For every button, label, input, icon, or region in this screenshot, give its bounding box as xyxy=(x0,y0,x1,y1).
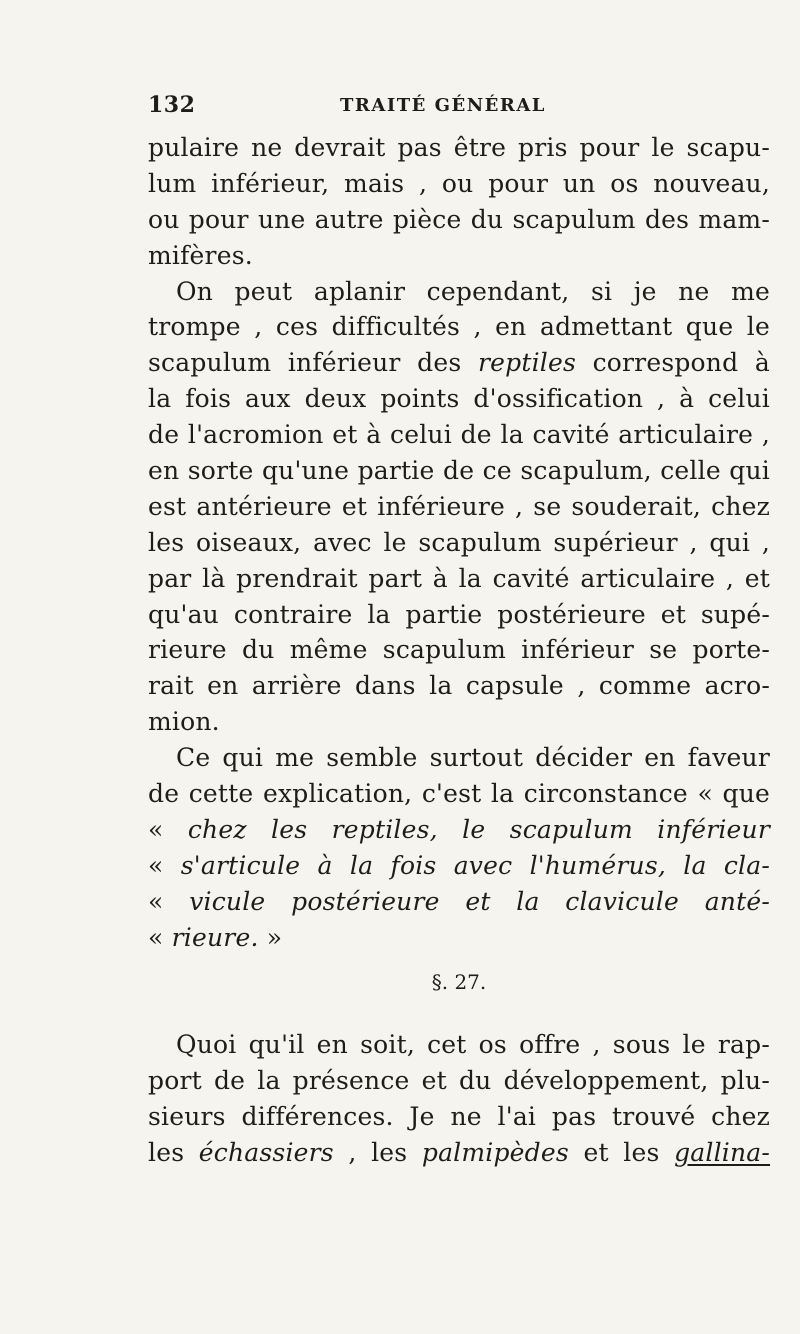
text-line: trompe , ces difficultés , en admettant que le xyxy=(148,312,770,342)
text-line: sieurs différences. Je ne l'ai pas trouvé chez xyxy=(148,1102,770,1132)
text-line: mifères. xyxy=(148,240,253,270)
quoted-text: chez les reptiles, le scapulum inférieur xyxy=(187,814,770,844)
italic-term: échassiers xyxy=(198,1137,334,1167)
text-span: et les xyxy=(568,1137,675,1167)
quote-line xyxy=(148,812,770,848)
quoted-text: s'articule à la fois avec l'humérus, la cla- xyxy=(180,850,770,880)
quoted-text: rieure. xyxy=(171,922,259,952)
text-line: rait en arrière dans la capsule , comme acro- xyxy=(148,671,770,701)
page-number: 132 xyxy=(148,92,196,118)
quote-line xyxy=(148,920,770,956)
text-span: les xyxy=(148,1137,199,1167)
italic-term: palmipèdes xyxy=(421,1137,569,1167)
quote-mark: « xyxy=(148,814,188,844)
text-line: port de la présence et du développement, plu- xyxy=(148,1066,770,1096)
italic-term: gallina- xyxy=(674,1137,771,1167)
text-line xyxy=(148,345,770,381)
quote-mark: « xyxy=(148,850,181,880)
body-text xyxy=(148,130,770,1171)
text-line: lum inférieur, mais , ou pour un os nouveau, xyxy=(148,168,770,198)
text-span: scapulum inférieur des xyxy=(148,348,478,378)
text-line: ou pour une autre pièce du scapulum des mam- xyxy=(148,204,770,234)
quote-mark: » xyxy=(258,922,283,952)
quote-mark: « xyxy=(148,922,172,952)
quote-line xyxy=(148,848,770,884)
page-header xyxy=(148,92,668,122)
text-line: qu'au contraire la partie postérieure et supé- xyxy=(148,599,770,629)
text-line: est antérieure et inférieure , se souderait, chez xyxy=(148,491,770,521)
quote-mark: « xyxy=(148,886,190,916)
text-line: On peut aplanir cependant, si je ne me xyxy=(176,276,770,306)
text-line: mion. xyxy=(148,707,220,737)
running-title: TRAITÉ GÉNÉRAL xyxy=(340,95,546,116)
text-line: rieure du même scapulum inférieur se porte- xyxy=(148,635,770,665)
text-line: Ce qui me semble surtout décider en faveur xyxy=(176,743,770,773)
text-line xyxy=(148,1135,770,1171)
italic-term: reptiles xyxy=(477,348,576,378)
text-line: de cette explication, c'est la circonstance « que xyxy=(148,779,770,809)
text-span: correspond à xyxy=(575,348,770,378)
text-span: , les xyxy=(333,1137,422,1167)
text-line: par là prendrait part à la cavité articulaire , et xyxy=(148,563,770,593)
quoted-text: vicule postérieure et la clavicule anté- xyxy=(189,886,770,916)
quote-line xyxy=(148,884,770,920)
text-line: les oiseaux, avec le scapulum supérieur , qui , xyxy=(148,527,770,557)
text-line: Quoi qu'il en soit, cet os offre , sous le rap- xyxy=(176,1030,770,1060)
section-heading: §. 27. xyxy=(431,970,487,995)
text-line: de l'acromion et à celui de la cavité articulaire , xyxy=(148,420,770,450)
text-line: en sorte qu'une partie de ce scapulum, celle qui xyxy=(148,456,770,486)
text-line: la fois aux deux points d'ossification , à celui xyxy=(148,384,770,414)
text-line: pulaire ne devrait pas être pris pour le scapu- xyxy=(148,133,770,162)
